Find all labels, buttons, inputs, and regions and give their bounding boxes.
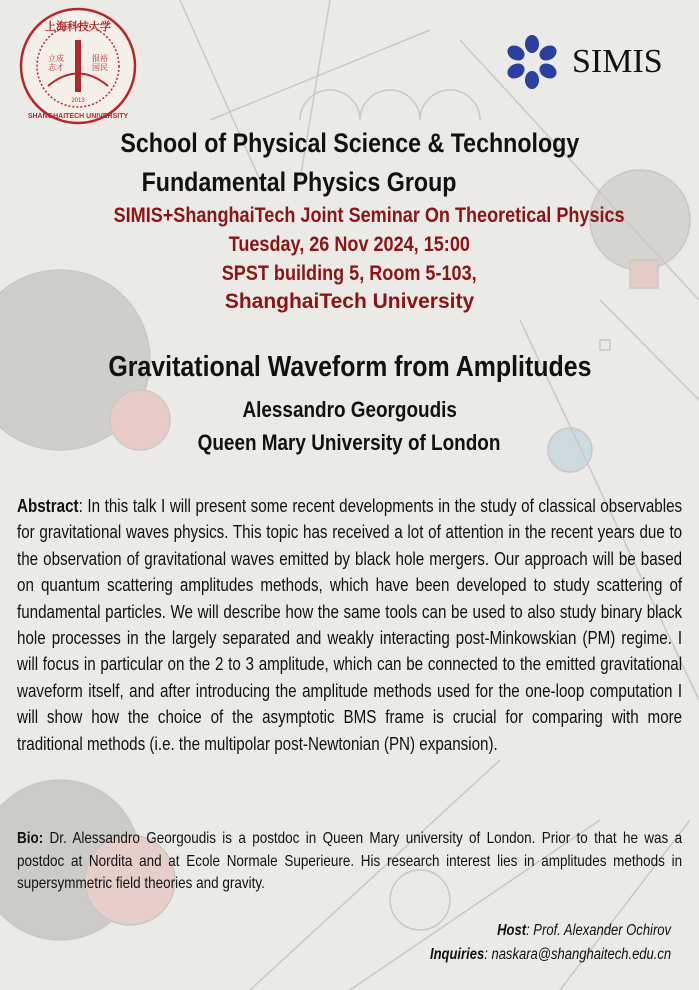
- bio-label: Bio:: [17, 830, 44, 847]
- bio-paragraph: [17, 828, 682, 896]
- shanghaitech-seal-logo: [18, 6, 138, 126]
- school-name: School of Physical Science & Technology: [120, 128, 579, 158]
- talk-title: Gravitational Waveform from Amplitudes: [107, 351, 592, 383]
- group-name: Fundamental Physics Group: [142, 167, 457, 197]
- svg-text:SHANGHAITECH UNIVERSITY: SHANGHAITECH UNIVERSITY: [27, 113, 129, 120]
- host-line: [497, 922, 671, 940]
- speaker-affiliation: Queen Mary University of London: [198, 430, 501, 455]
- host-value: : Prof. Alexander Ochirov: [526, 922, 671, 939]
- inquiries-email[interactable]: : naskara@shanghaitech.edu.cn: [484, 946, 671, 963]
- simis-logo: [504, 34, 663, 90]
- svg-text:志才: 志才: [48, 63, 64, 72]
- speaker-name: Alessandro Georgoudis: [242, 397, 457, 422]
- inquiries-label: Inquiries: [429, 946, 485, 963]
- svg-text:报裕: 报裕: [92, 54, 108, 63]
- seminar-series: SIMIS+ShanghaiTech Joint Seminar On Theoretical Physics: [113, 204, 625, 227]
- simis-logo-text: SIMIS: [572, 43, 663, 80]
- bio-text: Dr. Alessandro Georgoudis is a postdoc in Queen Mary university of London. Prior to that he was a postdoc at Nordita and at Ecole Normale Superieure. His research interest lies in amplitudes methods in supersymmetric field theories and gravity.: [17, 830, 683, 893]
- svg-text:2013: 2013: [71, 98, 85, 104]
- svg-text:立成: 立成: [48, 54, 64, 63]
- svg-text:国民: 国民: [92, 63, 108, 72]
- inquiries-line: [430, 946, 671, 964]
- simis-emblem-icon: [504, 34, 560, 90]
- abstract-label: Abstract: [17, 496, 79, 516]
- location-room: SPST building 5, Room 5-103,: [222, 262, 477, 285]
- abstract-text: : In this talk I will present some recent developments in the study of classical observables for gravitational waves physics. This topic has received a lot of attention in the recent years due to the observation of gravitational waves emitted by black hole mergers. Our approach will be based on quantum scattering amplitudes methods, which have been developed to study scattering of fundamental particles. We will describe how the same tools can be used to also study binary black hole processes in the largely separated and weakly interacting post-Minkowskian (PM) regime. I will focus in particular on the 2 to 3 amplitude, which can be connected to the emitted gravitational waveform itself, and after introducing the amplitude methods used for the one-loop computation I will show how the choice of the asymptotic BMS frame is crucial for comparing with more traditional methods (i.e. the multipolar post-Newtonian (PN) expansion).: [17, 496, 683, 754]
- abstract-paragraph: [17, 493, 682, 757]
- location-university: ShanghaiTech University: [224, 290, 475, 313]
- svg-text:上海科技大学: 上海科技大学: [45, 21, 111, 33]
- seminar-datetime: Tuesday, 26 Nov 2024, 15:00: [228, 233, 471, 256]
- host-label: Host: [497, 922, 527, 939]
